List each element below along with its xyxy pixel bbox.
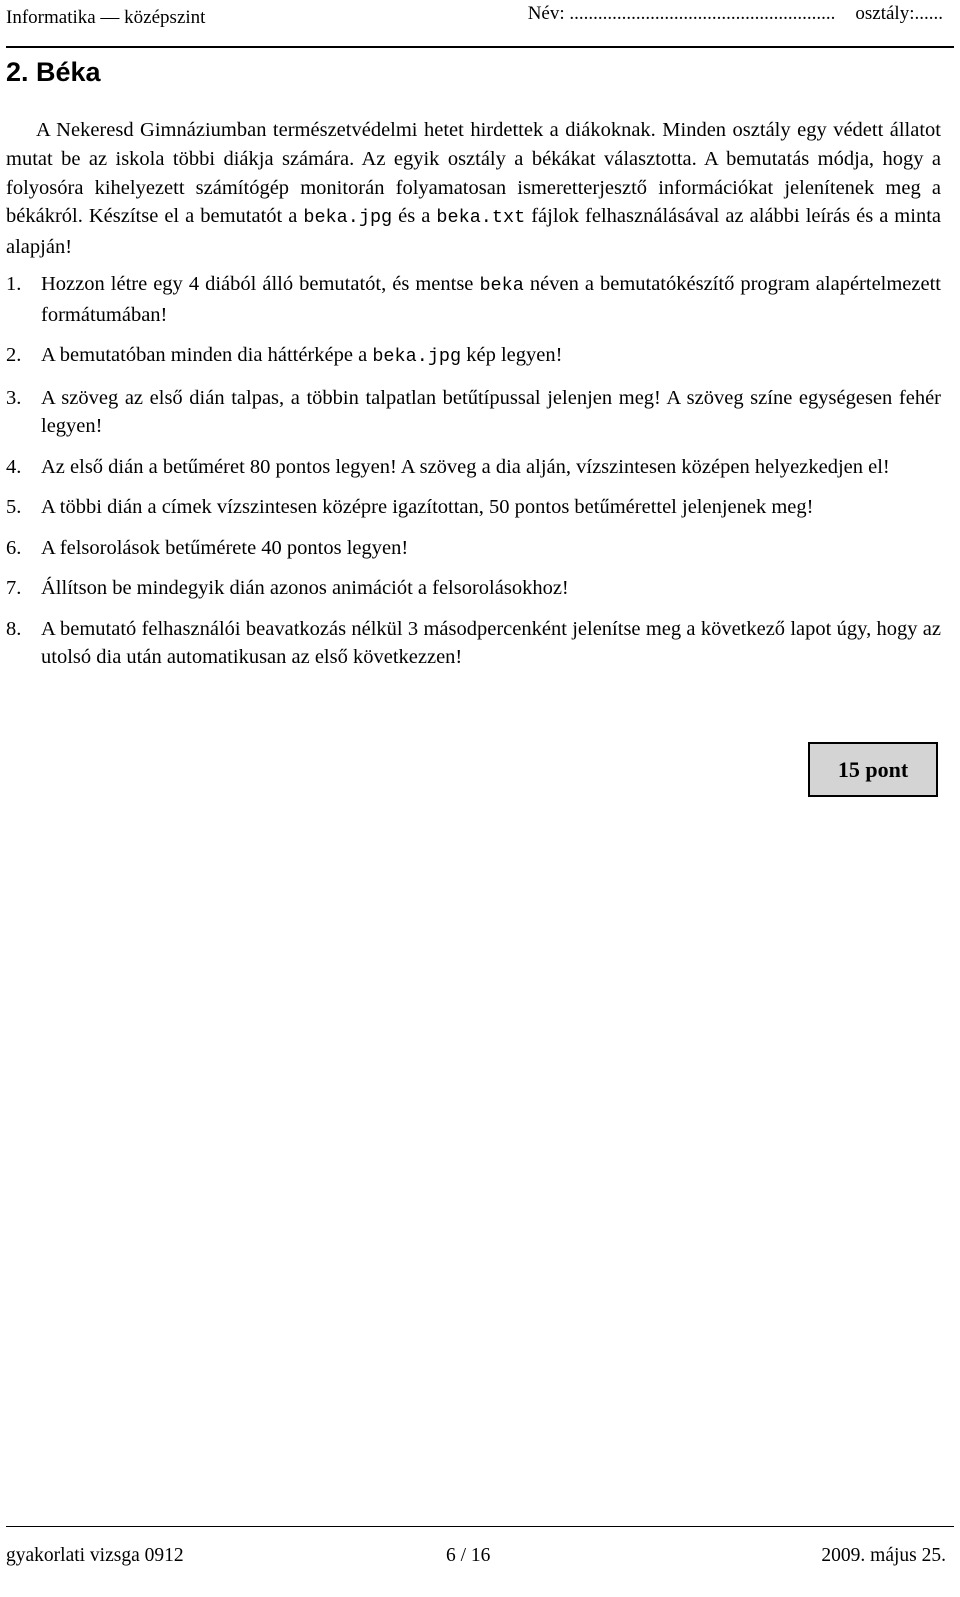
points-box: 15 pont (808, 742, 938, 797)
task-item (6, 615, 941, 672)
task-number: 1. (6, 273, 22, 295)
task-item (6, 493, 941, 522)
file-name-txt: beka.txt (436, 207, 526, 229)
task-text-end: néven a bemutatókészítő program alapértelmezett formátumában! (41, 273, 941, 326)
header-divider (6, 46, 954, 48)
task-text: A többi dián a címek vízszintesen középre igazítottan, 50 pontos betűmérettel jelenjenek meg! (41, 496, 814, 518)
task-item (6, 270, 941, 329)
task-number: 3. (6, 386, 22, 409)
intro-text-1: A Nekeresd Gimnáziumban természetvédelmi hetet hirdettek a diákoknak. Minden osztály egy védett állatot mutat be az iskola többi diákja számára. Az egyik osztály a békákat választotta. A bemutatás módja, hogy a folyosóra kihelyezett számítógép monitorán folyamatosan ismeretterjesztő információkat jelenítenek meg a békákról. Készítse el a bemutatót a (6, 119, 941, 228)
task-number: 6. (6, 536, 22, 559)
task-number: 8. (6, 617, 22, 640)
task-text: Az első dián a betűméret 80 pontos legyen! A szöveg a dia alján, vízszintesen középen helyezkedjen el! (41, 455, 890, 478)
task-text: A felsorolások betűmérete 40 pontos legyen! (41, 536, 409, 559)
footer-page-number: 6 / 16 (446, 1545, 491, 1566)
task-code: beka (479, 275, 524, 296)
task-item (6, 384, 941, 441)
task-code: beka.jpg (372, 346, 462, 367)
header-subject: Informatika — középszint (6, 7, 206, 28)
footer-divider (6, 1526, 954, 1527)
task-number: 7. (6, 577, 22, 599)
task-item (6, 453, 941, 482)
task-item (6, 574, 941, 603)
task-number: 2. (6, 344, 22, 366)
class-field: osztály:...... (855, 3, 943, 24)
task-text-end: kép legyen! (461, 344, 563, 366)
task-text: A bemutatóban minden dia háttérképe a (41, 344, 373, 366)
intro-text-2: és a (392, 205, 437, 228)
task-text: A bemutató felhasználói beavatkozás nélkül 3 másodpercenként jelenítse meg a következő lapot úgy, hogy az utolsó dia után automatikusan az első következzen! (41, 617, 941, 668)
task-item (6, 534, 941, 563)
section-title: 2. Béka (6, 57, 101, 87)
task-text: Hozzon létre egy 4 diából álló bemutatót, és mentse (41, 273, 480, 295)
task-number: 5. (6, 496, 22, 518)
name-field: Név: ........................................................ (527, 3, 836, 24)
intro-text-3: fájlok felhasználásával az alábbi leírás és a minta alapján! (6, 205, 941, 259)
task-text: Állítson be mindegyik dián azonos animációt a felsorolásokhoz! (41, 577, 569, 599)
header-student-fields (528, 2, 943, 26)
footer-date: 2009. május 25. (821, 1545, 946, 1566)
file-name-jpg: beka.jpg (303, 207, 393, 229)
task-number: 4. (6, 455, 22, 478)
task-list (6, 270, 941, 684)
footer-exam-id: gyakorlati vizsga 0912 (6, 1545, 184, 1566)
task-item (6, 341, 941, 372)
intro-paragraph (6, 116, 941, 262)
task-text: A szöveg az első dián talpas, a többin talpatlan betűtípussal jelenjen meg! A szöveg színe egységesen fehér legyen! (41, 386, 941, 437)
